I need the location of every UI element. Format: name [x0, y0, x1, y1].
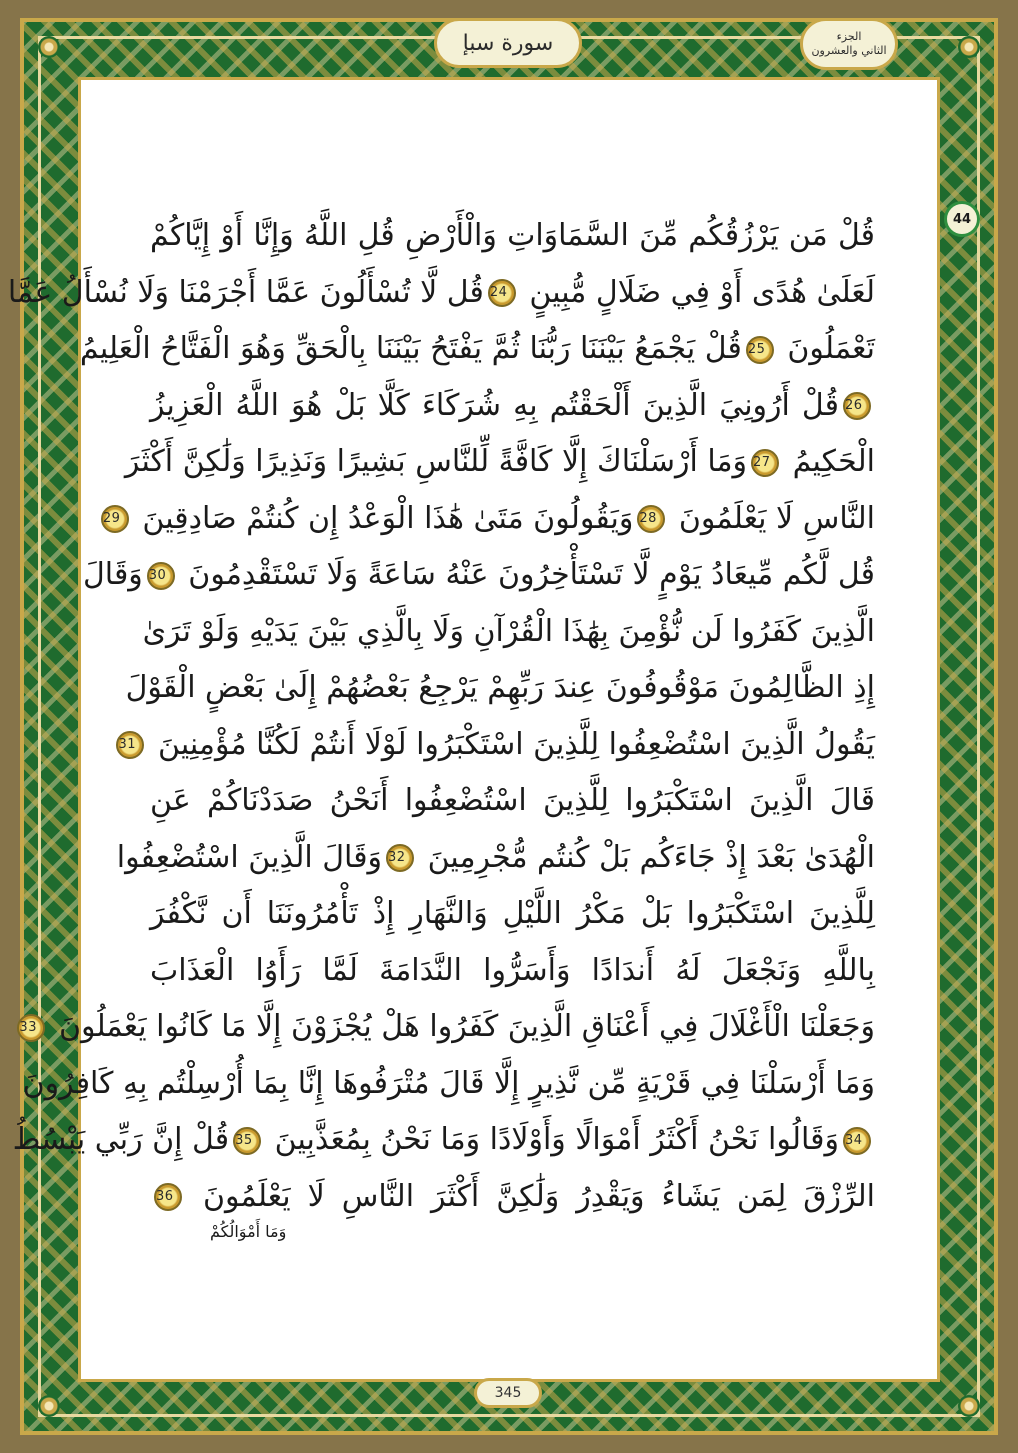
text-line [118, 719, 875, 771]
verse-text: الْهُدَىٰ بَعْدَ إِذْ جَاءَكُم بَلْ كُنتُم مُّجْرِمِينَ [418, 839, 875, 875]
text-line [150, 775, 875, 827]
verse-text: وَمَا أَرْسَلْنَاكَ إِلَّا كَافَّةً لِّلنَّاسِ بَشِيرًا وَنَذِيرًا وَلَٰكِنَّ أَكْثَرَ [124, 444, 748, 479]
verse-text: النَّاسِ لَا يَعْلَمُونَ [669, 500, 875, 536]
text-line [150, 945, 875, 997]
verse-text: بِاللَّهِ وَنَجْعَلَ لَهُ أَندَادًا وَأَسَرُّوا النَّدَامَةَ لَمَّا رَأَوُا الْعَذَابَ [150, 952, 875, 988]
ayah-number-icon: 26 [843, 392, 871, 420]
text-line [116, 832, 875, 884]
verse-text: الَّذِينَ كَفَرُوا لَن نُّؤْمِنَ بِهَٰذَا الْقُرْآنِ وَلَا بِالَّذِي بَيْنَ يَدَيْهِ وَلَوْ تَرَىٰ [142, 613, 875, 649]
verse-text: وَجَعَلْنَا الْأَغْلَالَ فِي أَعْنَاقِ الَّذِينَ كَفَرُوا هَلْ يُجْزَوْنَ إِلَّا مَا كَانُوا يَعْمَلُونَ [49, 1009, 875, 1044]
text-line [125, 662, 875, 714]
text-line [19, 1001, 875, 1053]
corner-ornament [958, 1395, 980, 1417]
ayah-number-icon: 27 [751, 449, 779, 477]
juz-plate [800, 18, 898, 70]
verse-text: قُلْ يَجْمَعُ بَيْنَنَا رَبُّنَا ثُمَّ يَفْتَحُ بَيْنَنَا بِالْحَقِّ وَهُوَ الْفَتَّاحُ الْعَلِيمُ [79, 331, 742, 366]
text-line [150, 380, 875, 432]
corner-ornament [38, 1395, 60, 1417]
verse-text: قُلْ إِنَّ رَبِّي يَبْسُطُ [12, 1122, 230, 1157]
text-line [7, 267, 875, 319]
verse-text: وَيَقُولُونَ مَتَىٰ هَٰذَا الْوَعْدُ إِن كُنتُمْ صَادِقِينَ [132, 500, 634, 536]
page-number [474, 1378, 542, 1408]
surah-name-plate [434, 18, 582, 68]
juz-number: الثاني والعشرون [811, 44, 887, 57]
ayah-number-icon: 24 [488, 279, 516, 307]
text-line [12, 1114, 875, 1166]
catchword: وَمَا أَمْوَالُكُمْ [210, 1222, 287, 1241]
surah-name: سورة سبإ [462, 30, 554, 56]
hizb-number: 44 [952, 211, 972, 227]
verse-text: وَقَالُوا نَحْنُ أَكْثَرُ أَمْوَالًا وَأَوْلَادًا وَمَا نَحْنُ بِمُعَذَّبِينَ [265, 1122, 839, 1157]
verse-text: قُل لَّكُم مِّيعَادُ يَوْمٍ لَّا تَسْتَأْخِرُونَ عَنْهُ سَاعَةً وَلَا تَسْتَقْدِمُونَ [178, 557, 875, 592]
verse-text: قُل لَّا تُسْأَلُونَ عَمَّا أَجْرَمْنَا وَلَا نُسْأَلُ عَمَّا [7, 274, 484, 310]
text-line [150, 1171, 875, 1223]
verse-text: لَعَلَىٰ هُدًى أَوْ فِي ضَلَالٍ مُّبِينٍ [519, 274, 875, 310]
ayah-number-icon: 33 [17, 1014, 45, 1042]
ayah-number-icon: 35 [233, 1127, 261, 1155]
corner-ornament [958, 36, 980, 58]
text-line [150, 888, 875, 940]
text-line [102, 493, 875, 545]
ayah-number-icon: 29 [101, 505, 129, 533]
verse-text: يَقُولُ الَّذِينَ اسْتُضْعِفُوا لِلَّذِينَ اسْتَكْبَرُوا لَوْلَا أَنتُمْ لَكُنَّا مُؤْمِنِينَ [148, 726, 875, 762]
quran-text-block [7, 210, 875, 1270]
text-line [22, 1058, 875, 1110]
verse-text: الرِّزْقَ لِمَن يَشَاءُ وَيَقْدِرُ وَلَٰكِنَّ أَكْثَرَ النَّاسِ لَا يَعْلَمُونَ [186, 1178, 875, 1214]
text-line [79, 323, 875, 375]
verse-text: إِذِ الظَّالِمُونَ مَوْقُوفُونَ عِندَ رَبِّهِمْ يَرْجِعُ بَعْضُهُمْ إِلَىٰ بَعْضٍ الْقَوْلَ [125, 670, 875, 705]
verse-text: قُلْ أَرُونِيَ الَّذِينَ أَلْحَقْتُم بِهِ شُرَكَاءَ كَلَّا بَلْ هُوَ اللَّهُ الْعَزِيزُ [150, 387, 839, 423]
ayah-number-icon: 31 [116, 731, 144, 759]
ayah-number-icon: 34 [843, 1127, 871, 1155]
verse-text: وَقَالَ الَّذِينَ اسْتُضْعِفُوا [116, 839, 383, 875]
ayah-number-icon: 32 [386, 844, 414, 872]
text-line [142, 606, 875, 658]
verse-text: قُلْ مَن يَرْزُقُكُم مِّنَ السَّمَاوَاتِ وَالْأَرْضِ قُلِ اللَّهُ وَإِنَّا أَوْ إِيَّاكُمْ [150, 218, 875, 253]
text-line [83, 549, 875, 601]
verse-text: لِلَّذِينَ اسْتَكْبَرُوا بَلْ مَكْرُ اللَّيْلِ وَالنَّهَارِ إِذْ تَأْمُرُونَنَا أَن نَّكْفُرَ [150, 896, 875, 931]
text-line [150, 210, 875, 262]
corner-ornament [38, 36, 60, 58]
verse-text: الْحَكِيمُ [783, 444, 875, 479]
juz-label: الجزء [836, 30, 862, 43]
verse-text: وَمَا أَرْسَلْنَا فِي قَرْيَةٍ مِّن نَّذِيرٍ إِلَّا قَالَ مُتْرَفُوهَا إِنَّا بِمَا أُرْسِلْتُم بِهِ كَافِرُونَ [22, 1065, 875, 1101]
ayah-number-icon: 36 [154, 1183, 182, 1211]
text-line [124, 436, 875, 488]
verse-text: وَقَالَ [83, 557, 143, 592]
ayah-number-icon: 30 [147, 562, 175, 590]
verse-text: قَالَ الَّذِينَ اسْتَكْبَرُوا لِلَّذِينَ اسْتُضْعِفُوا أَنَحْنُ صَدَدْنَاكُمْ عَنِ [150, 783, 875, 818]
ayah-number-icon: 25 [746, 336, 774, 364]
page-number-value: 345 [494, 1385, 522, 1401]
ayah-number-icon: 28 [637, 505, 665, 533]
hizb-marker-icon [944, 201, 980, 237]
verse-text: تَعْمَلُونَ [777, 331, 875, 366]
